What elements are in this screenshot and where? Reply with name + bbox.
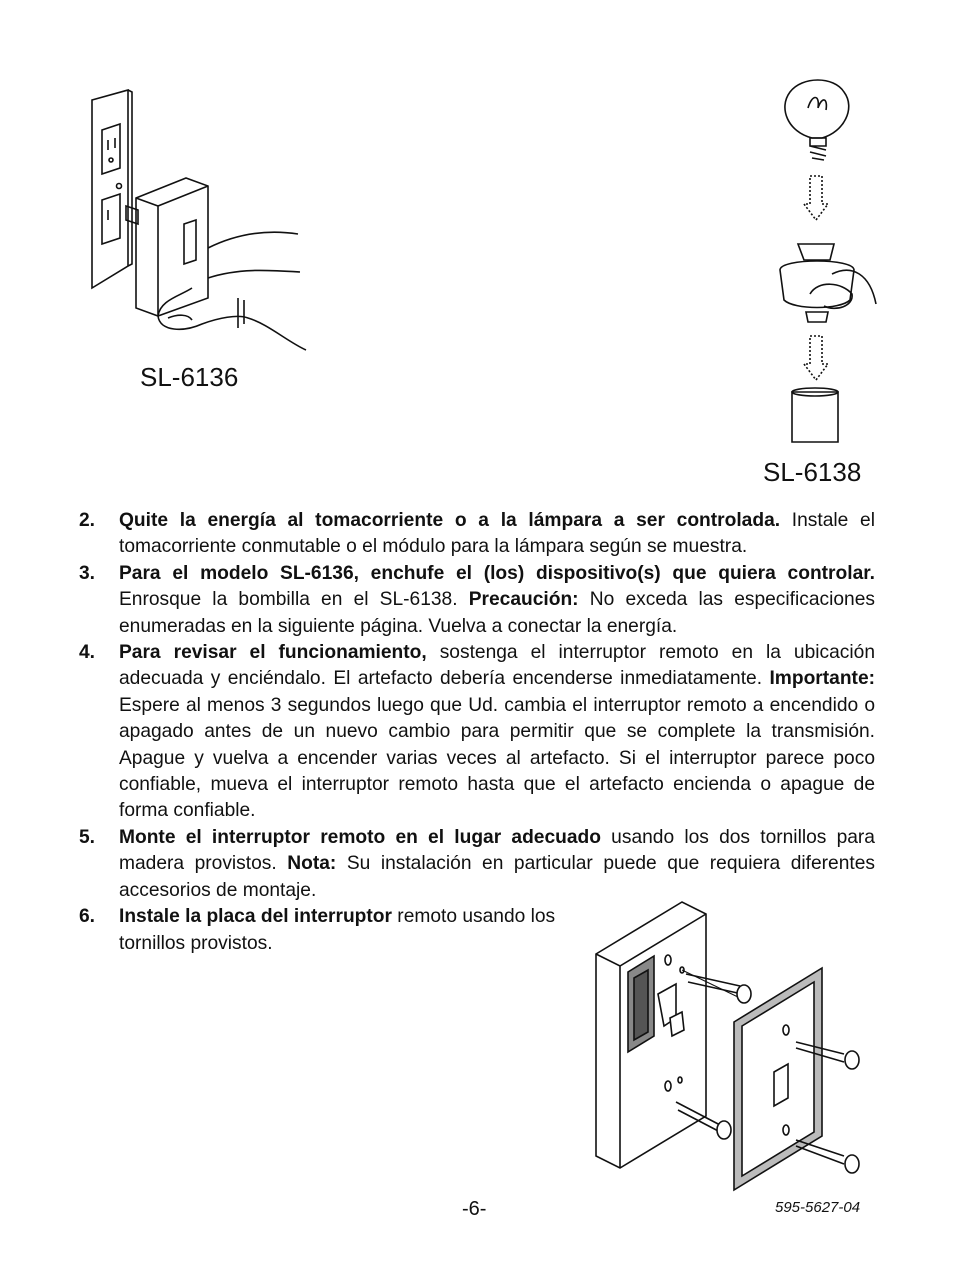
- instruction-steps: [79, 508, 875, 957]
- step-body: usando los dos tornillos para madera provistos.: [119, 826, 875, 875]
- step-bold-note: Precaución:: [468, 589, 579, 611]
- step-item: [79, 825, 875, 904]
- step-bold-lead: Instale la placa del interruptor: [119, 906, 392, 928]
- step-item: [79, 508, 875, 561]
- step-bold-lead: Para el modelo SL-6136, enchufe el (los) dispositivo(s) que quiera controlar.: [119, 562, 875, 584]
- step-number: 5.: [79, 826, 96, 848]
- step-item: [79, 640, 875, 825]
- lamp-module-illustration: [770, 74, 882, 446]
- step-body: Instale el tomacorriente conmutable o el módulo para la lámpara según se muestra.: [119, 510, 875, 558]
- step-text: [119, 508, 875, 561]
- step-number: 3.: [79, 562, 96, 584]
- lamp-model-caption: SL-6138: [763, 457, 862, 487]
- step-bold-lead: Monte el interruptor remoto en el lugar adecuado: [119, 826, 601, 848]
- step-bold-note: Importante:: [769, 668, 875, 690]
- step-bold-lead: Para revisar el funcionamiento,: [119, 642, 427, 664]
- page-number: -6-: [462, 1198, 487, 1220]
- step-body: No exceda las especificaciones enumeradas en la siguiente página. Vuelva a conectar la energía.: [119, 589, 875, 637]
- step-body: remoto usando los tornillos provistos.: [119, 906, 556, 954]
- step-number: 4.: [79, 642, 96, 664]
- step-bold-note: Nota:: [287, 853, 337, 875]
- step-body: Espere al menos 3 segundos luego que Ud. cambia el interruptor remoto a encendido o apagado antes de un nuevo cambio para permitir que se complete la transmisión. Apague y vuelva a encender varias veces al artefacto. Si el interruptor parece poco confiable, mueva el interruptor remoto hasta que el artefacto encienda o apague de forma confiable.: [119, 694, 875, 822]
- step-number: 6.: [79, 906, 96, 928]
- step-body: Su instalación en particular puede que requiera diferentes accesorios de montaje.: [119, 853, 875, 901]
- step-text: [119, 561, 875, 640]
- switch-plate-illustration: [592, 898, 874, 1192]
- outlet-module-illustration: [88, 88, 310, 360]
- document-number: 595-5627-04: [775, 1199, 861, 1216]
- step-text: [119, 640, 875, 825]
- step-body: Enrosque la bombilla en el SL-6138.: [119, 589, 469, 611]
- step-body: sostenga el interruptor remoto en la ubicación adecuada y enciéndalo. El artefacto debería encenderse inmediatamente.: [119, 642, 875, 690]
- step-text: [119, 904, 579, 957]
- step-text: [119, 825, 875, 904]
- step-bold-lead: Quite la energía al tomacorriente o a la lámpara a ser controlada.: [119, 510, 781, 531]
- step-number: 2.: [79, 510, 96, 531]
- step-item: [79, 561, 875, 640]
- outlet-model-caption: SL-6136: [140, 362, 239, 392]
